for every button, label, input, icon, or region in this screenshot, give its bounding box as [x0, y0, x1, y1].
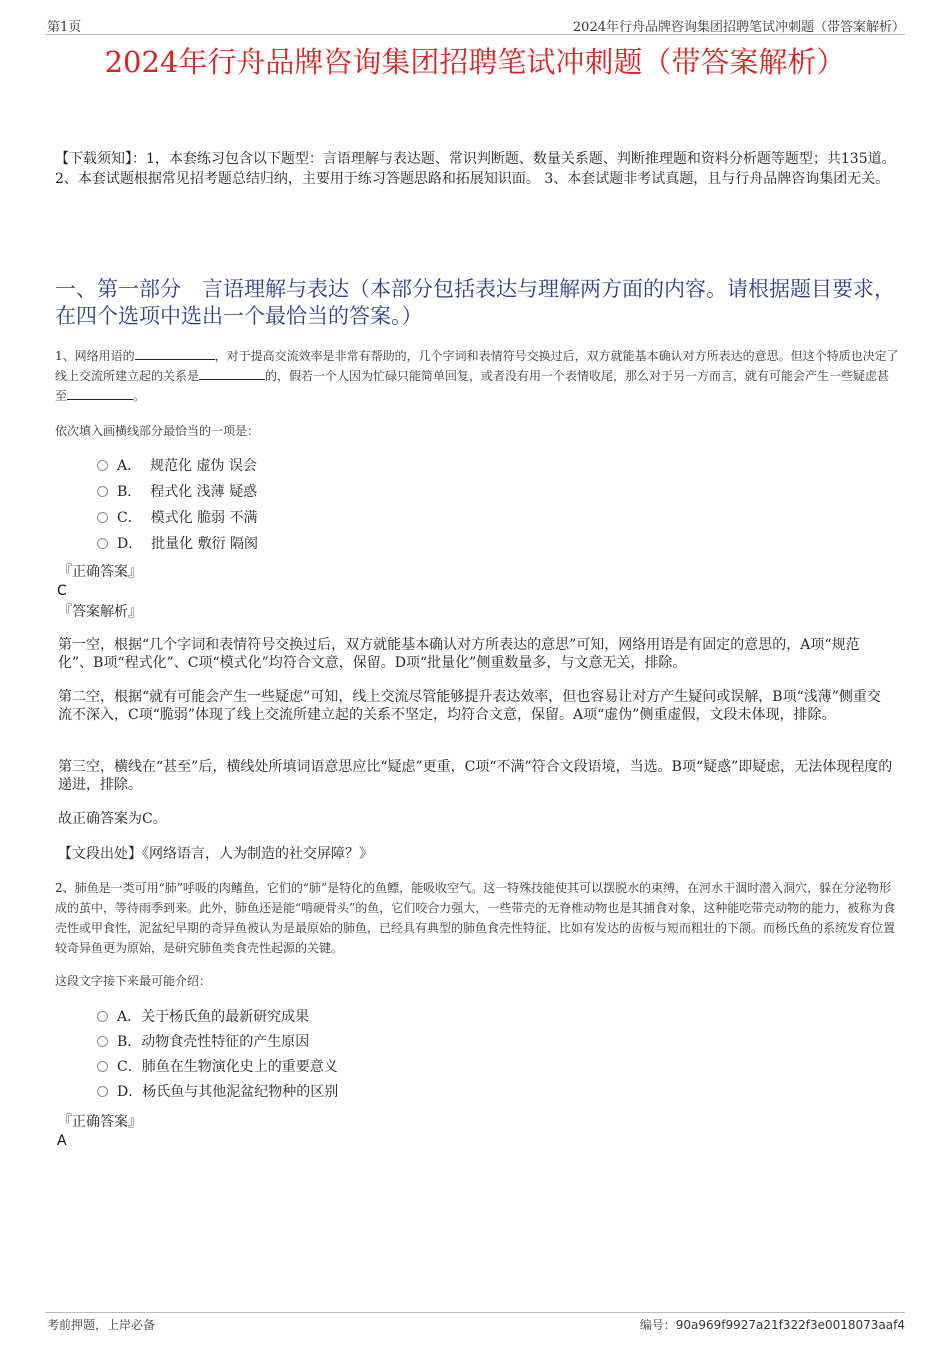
radio-icon[interactable] [97, 1036, 108, 1047]
q1-blank-1 [135, 347, 215, 360]
q1-option-b[interactable]: B． 程式化 浅薄 疑惑 [97, 482, 257, 502]
document-title: 2024年行舟品牌咨询集团招聘笔试冲刺题（带答案解析） [104, 45, 846, 79]
page-footer [45, 1312, 905, 1335]
q1-analysis-paragraph: 第二空，根据“就有可能会产生一些疑虑”可知，线上交流尽管能够提升表达效率，但也容易让对方产生疑问或误解，B项“浅薄”侧重交流不深入，C项“脆弱”体现了线上交流所建立起的关系不坚定，均符合文意，保留。A项“虚伪”侧重虚假，文段未体现，排除。 [58, 689, 881, 723]
radio-icon[interactable] [97, 1061, 108, 1072]
code-label: 编号： [639, 1318, 676, 1332]
page-number: 第1页 [47, 20, 82, 35]
q1-analysis-paragraph: 第三空，横线在“甚至”后，横线处所填词语意思应比“疑虑”更重，C项“不满”符合文段语境，当选。B项“疑惑”即疑虑，无法体现程度的递进，排除。 [58, 759, 893, 793]
q1-text-part4: 。 [133, 389, 146, 403]
footer-slogan: 考前押题，上岸必备 [47, 1318, 156, 1332]
q1-option-a[interactable]: A． 规范化 虚伪 误会 [97, 456, 257, 476]
question-2-stem: 2、肺鱼是一类可用“肺”呼吸的肉鳍鱼，它们的“肺”是特化的鱼鳔，能吸收空气。这一特殊技能使其可以摆脱水的束缚，在河水干涸时潜入洞穴，躲在分泌物形成的茧中，等待雨季到来。此外，肺鱼还是能“啃硬骨头”的鱼，它们咬合力强大，一些带壳的无脊椎动物也是其捕食对象，这种能吃带壳动物的能力，被称为食壳性或甲食性，泥盆纪早期的奇异鱼被认为是最原始的肺鱼，已经具有典型的肺鱼食壳性特征，比如有发达的齿板与短而粗壮的下颌。而杨氏鱼的系统发育位置较奇异鱼更为原始，是研究肺鱼类食壳性起源的关键。 [55, 881, 896, 955]
radio-icon[interactable] [97, 512, 108, 523]
q2-answer-label: 『正确答案』 [58, 1114, 142, 1130]
page-header [45, 14, 905, 35]
radio-icon[interactable] [97, 486, 108, 497]
q1-analysis-conclusion: 故正确答案为C。 [58, 811, 167, 827]
q1-answer: C [57, 583, 67, 599]
q2-option-a[interactable]: A．关于杨氏鱼的最新研究成果 [97, 1007, 309, 1027]
question-2-prompt: 这段文字接下来最可能介绍： [55, 974, 212, 988]
question-1-prompt: 依次填入画横线部分最恰当的一项是： [55, 424, 260, 438]
radio-icon[interactable] [97, 460, 108, 471]
q2-option-b[interactable]: B．动物食壳性特征的产生原因 [97, 1032, 309, 1052]
q1-text-part2: ，对于提高交流效率是非常有帮助的，几个字词和表情符号交换过后，双方就能基本确认对方所表达的意思。但这个特质也决定了线上交流所建立起的关系是 [55, 349, 899, 383]
q1-option-c[interactable]: C． 模式化 脆弱 不满 [97, 508, 258, 528]
q1-source: 【文段出处】《网络语言，人为制造的社交屏障？》 [58, 846, 373, 862]
q1-analysis-label: 『答案解析』 [58, 604, 142, 620]
header-doc-title: 2024年行舟品牌咨询集团招聘笔试冲刺题（带答案解析） [572, 20, 905, 35]
download-notice: 【下载须知】：1，本套练习包含以下题型：言语理解与表达题、常识判断题、数量关系题、判断推理题和资料分析题等题型；共135道。 2、本套试题根据常见招考题总结归纳，主要用于练习答题思路和拓展知识面。 3、本套试题非考试真题，且与行舟品牌咨询集团无关。 [55, 151, 896, 187]
radio-icon[interactable] [97, 1011, 108, 1022]
q2-answer: A [57, 1133, 67, 1149]
q1-analysis-paragraph: 第一空，根据“几个字词和表情符号交换过后，双方就能基本确认对方所表达的意思”可知，网络用语是有固定的意思的，A项“规范化”、B项“程式化”、C项“模式化”均符合文意，保留。D项“批量化”侧重数量多，与文意无关，排除。 [58, 637, 860, 671]
q1-blank-3 [67, 387, 133, 400]
question-1-stem [55, 346, 900, 406]
code-value: 90a969f9927a21f322f3e0018073aaf4 [675, 1318, 905, 1332]
document-code [640, 1316, 905, 1333]
q1-answer-label: 『正确答案』 [58, 564, 142, 580]
radio-icon[interactable] [97, 538, 108, 549]
radio-icon[interactable] [97, 1086, 108, 1097]
q1-text-part1: 1、网络用语的 [55, 349, 135, 363]
q1-text-part3: 的，假若一个人因为忙碌只能简单回复，或者没有用一个表情收尾，那么对于另一方而言，就有可能会产生一些疑虑甚至 [55, 369, 890, 403]
section-heading: 一、第一部分 言语理解与表达（本部分包括表达与理解两方面的内容。请根据题目要求，在四个选项中选出一个最恰当的答案。） [55, 277, 895, 328]
q1-blank-2 [199, 367, 265, 380]
q2-option-d[interactable]: D．杨氏鱼与其他泥盆纪物种的区别 [97, 1082, 338, 1102]
q1-option-d[interactable]: D． 批量化 敷衍 隔阂 [97, 534, 258, 554]
q2-option-c[interactable]: C．肺鱼在生物演化史上的重要意义 [97, 1057, 338, 1077]
